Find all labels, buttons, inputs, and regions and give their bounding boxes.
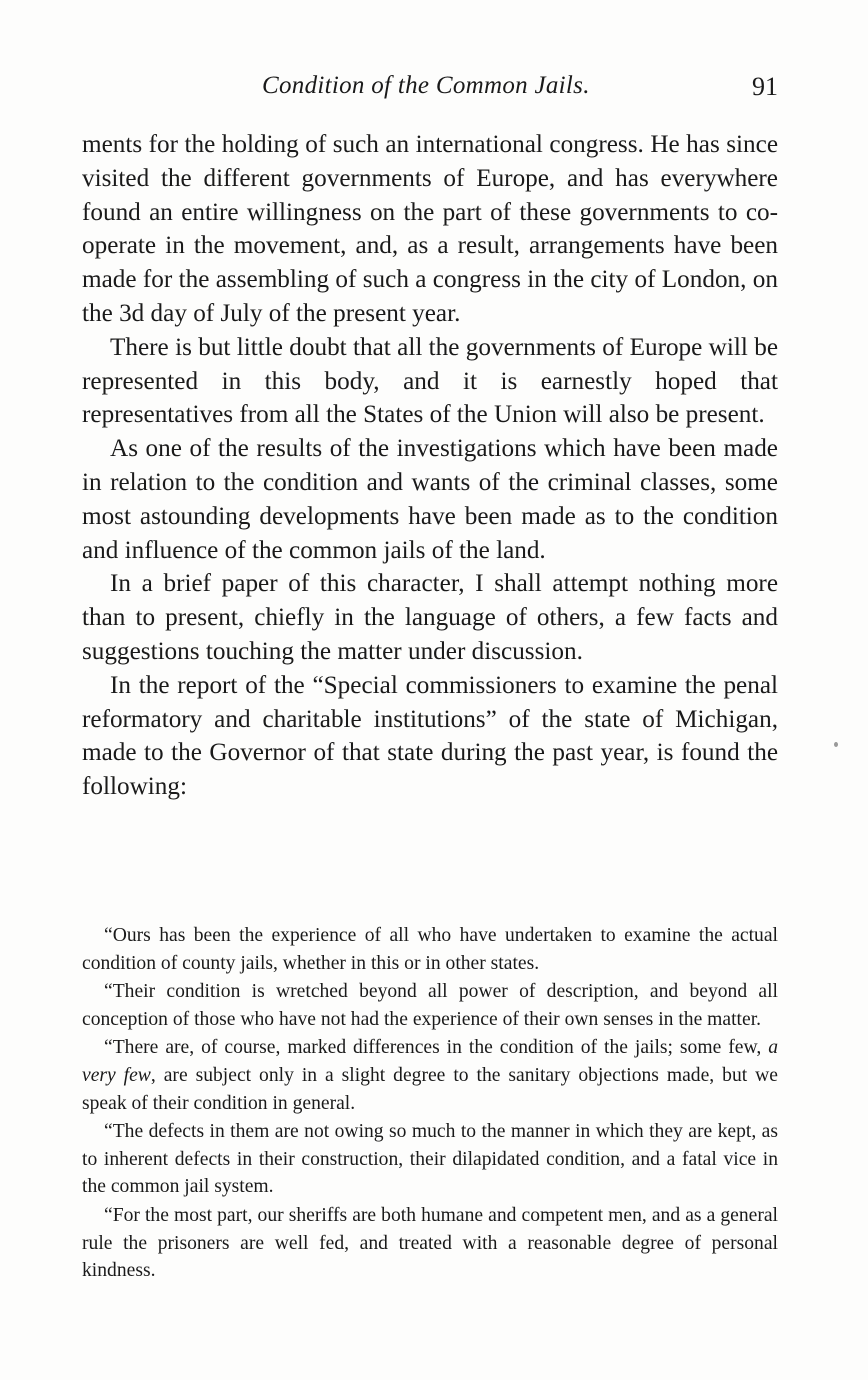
quoted-report-excerpt xyxy=(82,922,778,1286)
paragraph-continuation: ments for the holding of such an international congress. He has since visited the different governments of Europe, and has everywhere found an entire willingness on the part of these governments to co-operate in the movement, and, as a result, arrangements have been made for the assembling of such a congress in the city of London, on the 3d day of July of the present year. xyxy=(82,131,778,327)
paragraph: As one of the results of the investigations which have been made in relation to the condition and wants of the criminal classes, some most astounding developments have been made as to the condition and influence of the common jails of the land. xyxy=(82,435,778,564)
body-text xyxy=(82,128,778,804)
page-number: 91 xyxy=(752,72,778,101)
paragraph: In a brief paper of this character, I shall attempt nothing more than to present, chiefly in the language of others, a few facts and suggestions touching the matter under discussion. xyxy=(82,570,778,665)
paper-speck xyxy=(834,742,838,747)
quote-paragraph: “Their condition is wretched beyond all power of description, and beyond all conception of those who have not had the experience of their own senses in the matter. xyxy=(82,981,778,1030)
quote-paragraph: “For the most part, our sheriffs are both humane and competent men, and as a general rule the prisoners are well fed, and treated with a reasonable degree of personal kindness. xyxy=(82,1204,778,1282)
quote-paragraph: “The defects in them are not owing so much to the manner in which they are kept, as to inherent defects in their construction, their dilapidated condition, and a fatal vice in the common jail system. xyxy=(82,1121,778,1198)
quote-paragraph xyxy=(82,1034,778,1117)
running-title: Condition of the Common Jails. xyxy=(262,72,590,99)
quote-text: “There are, of course, marked differences in the condition of the jails; some few, xyxy=(104,1037,769,1059)
quote-text: , are subject only in a slight degree to the sanitary objections made, but we speak of their condition in general. xyxy=(82,1064,778,1114)
running-head xyxy=(82,72,778,108)
quote-paragraph: “Ours has been the experience of all who have undertaken to examine the actual condition of county jails, whether in this or in other states. xyxy=(82,925,778,974)
paragraph: In the report of the “Special commissioners to examine the penal reformatory and charitable institutions” of the state of Michigan, made to the Governor of that state during the past year, is found the following: xyxy=(82,671,778,801)
quote-emphasis: a very few xyxy=(82,1037,778,1086)
paragraph: There is but little doubt that all the governments of Europe will be represented in this body, and it is earnestly hoped that representatives from all the States of the Union will also be present. xyxy=(82,333,778,429)
